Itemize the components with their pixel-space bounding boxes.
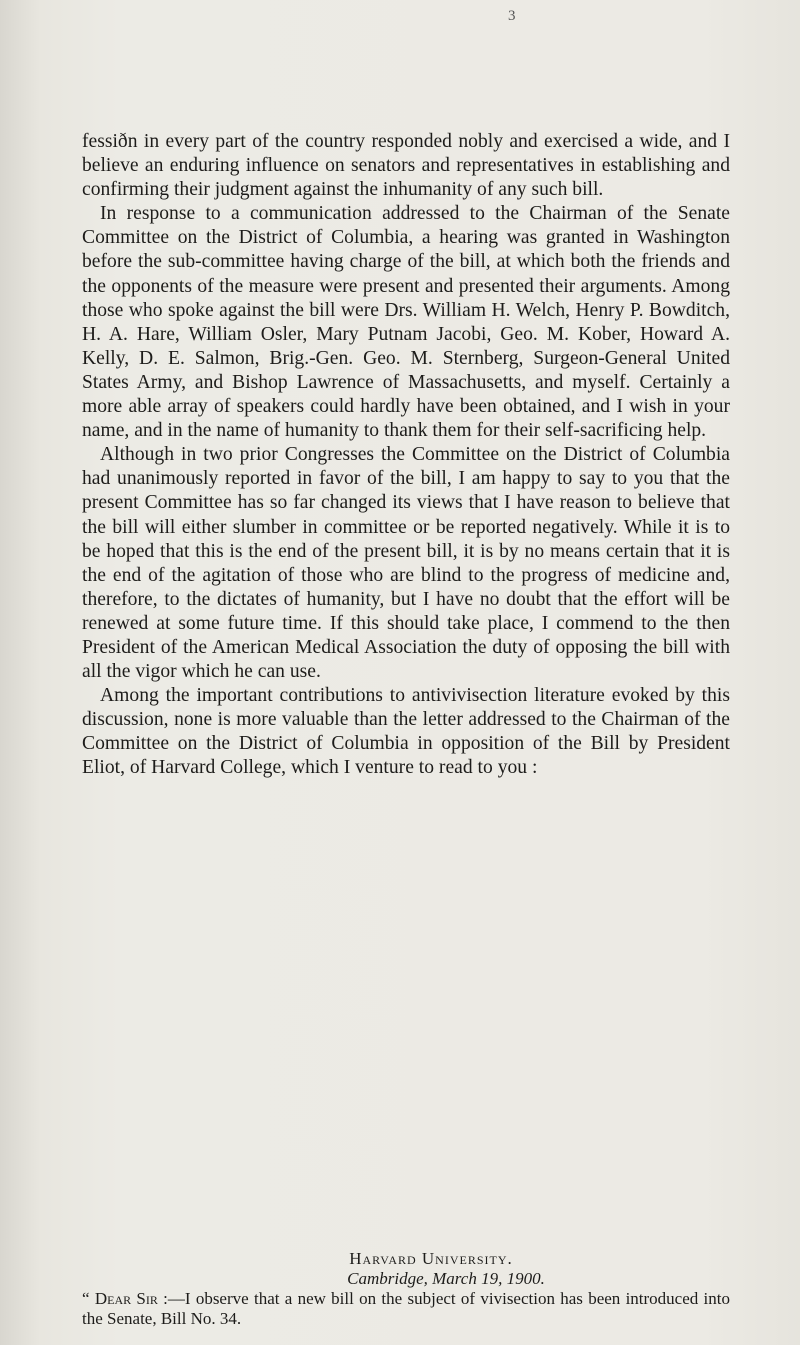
paragraph: In response to a communication addressed to the Chairman of the Senate Committee on the District of Columbia, a hearing was granted in Washington before the sub-committee having charge of the bill, at which both the friends and the opponents of the measure were present and presented their arguments. Among those who spoke against the bill were Drs. William H. Welch, Henry P. Bowditch, H. A. Hare, William Osler, Mary Putnam Jacobi, Geo. M. Kober, Howard A. Kelly, D. E. Salmon, Brig.-Gen. Geo. M. Sternberg, Surgeon-General United States Army, and Bishop Lawrence of Massachusetts, and myself. Certainly a more able array of speakers could hardly have been obtained, and I wish in your name, and in the name of humanity to thank them for their self-sacrificing help.: [82, 203, 730, 442]
letter-salutation: “ Dear Sir: [82, 1289, 158, 1308]
letter-dateline: Cambridge, March 19, 1900.: [347, 1269, 545, 1288]
paragraph: Although in two prior Congresses the Committee on the District of Columbia had unanimously reported in favor of the bill, I am happy to say to you that the present Committee has so far changed its views that I have reason to believe that the bill will either slumber in committee or be reported negatively. While it is to be hoped that this is the end of the present bill, it is by no means certain that it is the end of the agitation of those who are blind to the progress of medicine and, therefore, to the dictates of humanity, but I have no doubt that the effort will be renewed at some future time. If this should take place, I commend to the then President of the American Medical Association the duty of opposing the bill with all the vigor which he can use.: [82, 444, 730, 683]
quoted-letter: [82, 1249, 730, 1329]
letter-text: :—I observe that a new bill on the subject of vivisection has been introduced into the Senate, Bill No. 34.: [82, 1289, 731, 1328]
paragraph: Among the important contributions to antivivisection literature evoked by this discussion, none is more valuable than the letter addressed to the Chairman of the Committee on the District of Columbia in opposition of the Bill by President Eliot, of Harvard College, which I venture to read to you :: [82, 685, 730, 779]
letter-body: [82, 1289, 730, 1329]
letter-heading: Harvard University.: [349, 1249, 513, 1268]
paragraph: fessiðn in every part of the country responded nobly and exercised a wide, and I believe an enduring influence on senators and representatives in establishing and confirming their judgment against the inhumanity of any such bill.: [82, 131, 730, 201]
body-text: [82, 130, 730, 781]
page-number: 3: [508, 8, 516, 24]
